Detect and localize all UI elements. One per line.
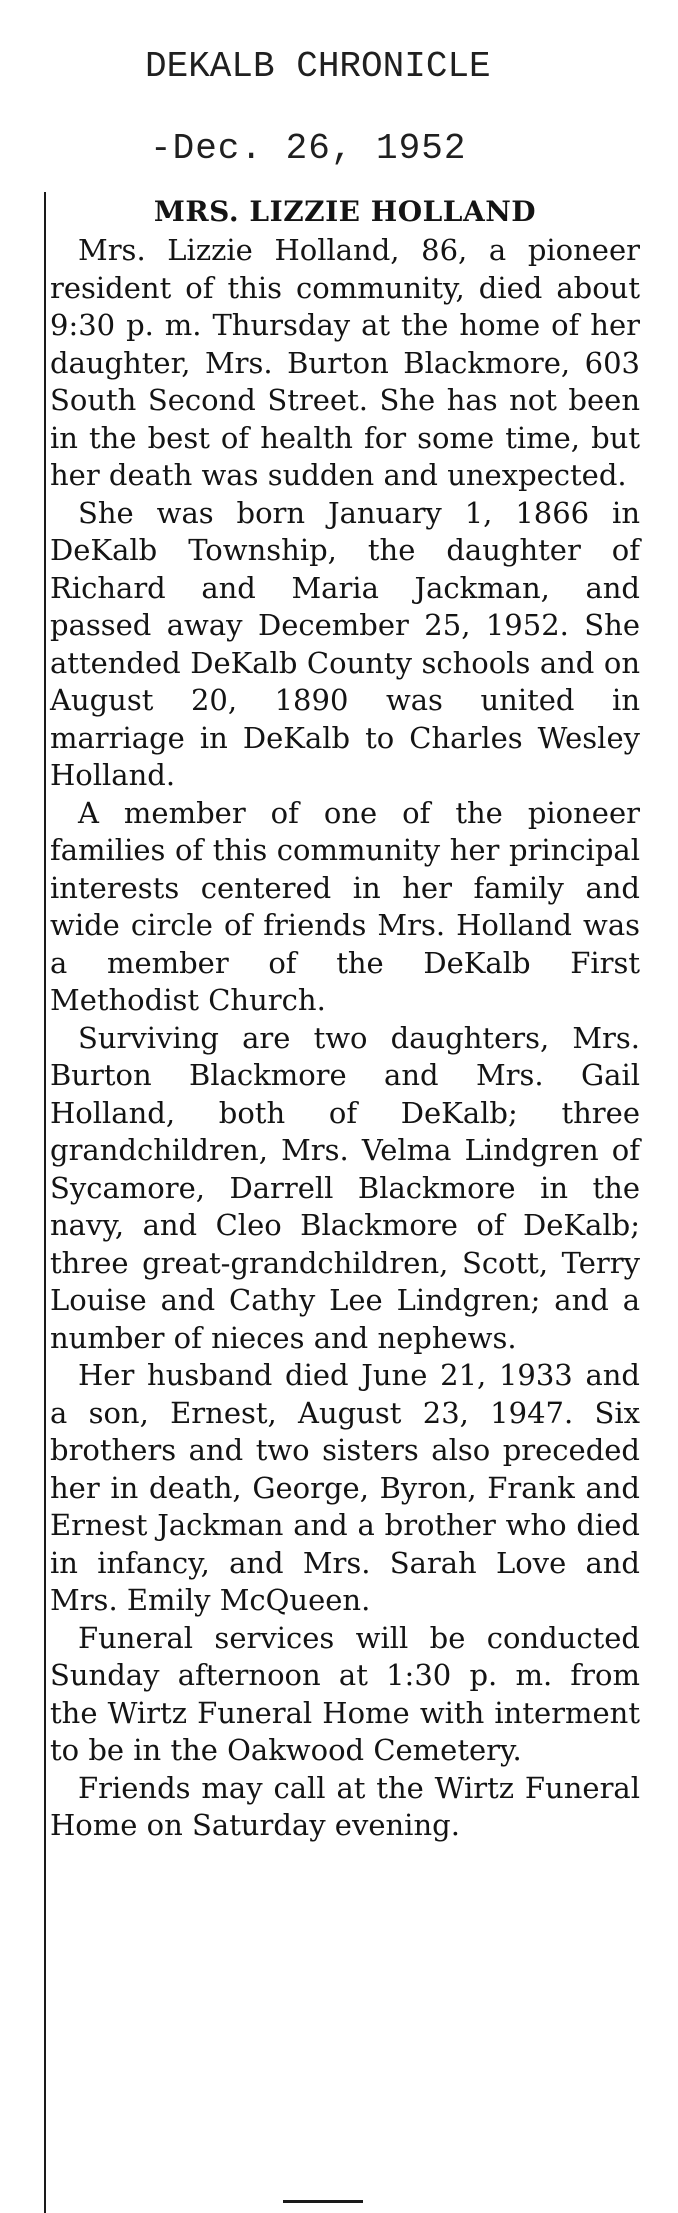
article-headline: MRS. LIZZIE HOLLAND [153, 195, 537, 228]
publication-date: -Dec. 26, 1952 [150, 128, 467, 169]
article-paragraph: Funeral services will be conducted Sunday afternoon at 1:30 p. m. from the Wirtz Funeral Home with interment to be in the Oakwood Cemetery. [50, 1620, 640, 1767]
article-paragraph: She was born January 1, 1866 in DeKalb Township, the daughter of Richard and Maria Jackman, and passed away December 25, 1952. She attended DeKalb County schools and on August 20, 1890 was united in marriage in DeKalb to Charles Wesley Holland. [50, 495, 640, 792]
article-column [50, 192, 640, 1845]
end-rule [283, 2200, 363, 2203]
article-paragraph: Her husband died June 21, 1933 and a son, Ernest, August 23, 1947. Six brothers and two sisters also preceded her in death, George, Byron, Frank and Ernest Jackman and a brother who died in infancy, and Mrs. Sarah Love and Mrs. Emily McQueen. [50, 1358, 640, 1617]
article-paragraph: Mrs. Lizzie Holland, 86, a pioneer resident of this community, died about 9:30 p. m. Thursday at the home of her daughter, Mrs. Burton Blackmore, 603 South Second Street. She has not been in the best of health for some time, but her death was sudden and unexpected. [50, 233, 640, 492]
column-rule [44, 192, 46, 2213]
article-paragraph: Surviving are two daughters, Mrs. Burton Blackmore and Mrs. Gail Holland, both of DeKalb; three grandchildren, Mrs. Velma Lindgren of Sycamore, Darrell Blackmore in the navy, and Cleo Blackmore of DeKalb; three great-grandchildren, Scott, Terry Louise and Cathy Lee Lindgren; and a number of nieces and nephews. [50, 1020, 640, 1355]
publication-name: DEKALB CHRONICLE [145, 46, 491, 87]
article-paragraph: Friends may call at the Wirtz Funeral Home on Saturday evening. [50, 1770, 640, 1842]
article-paragraph: A member of one of the pioneer families of this community her principal interests centered in her family and wide circle of friends Mrs. Holland was a member of the DeKalb First Methodist Church. [50, 795, 640, 1017]
